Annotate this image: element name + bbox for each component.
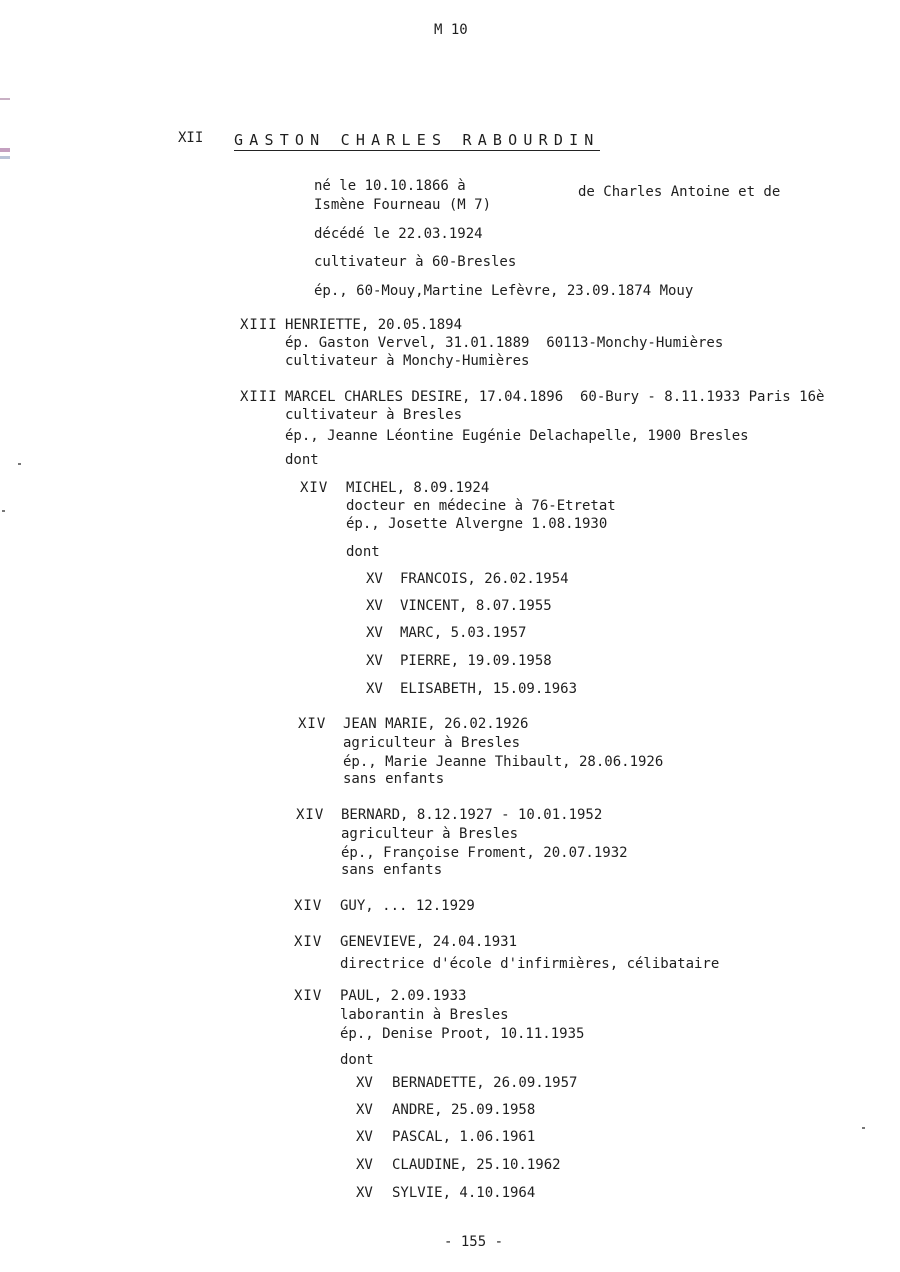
generation-label: XV (366, 571, 383, 587)
generation-label: XV (366, 681, 383, 697)
generation-label: XIV (294, 988, 323, 1004)
great-grandchild-name: PIERRE, 19.09.1958 (400, 653, 552, 669)
scan-mark (0, 148, 10, 152)
generation-label: XV (366, 653, 383, 669)
spouse-line: ép., 60-Mouy,Martine Lefèvre, 23.09.1874 Mouy (314, 283, 694, 299)
grandchild-name: MICHEL, 8.09.1924 (346, 480, 490, 496)
child-detail: ép., Jeanne Léontine Eugénie Delachapelle, 1900 Bresles (285, 428, 749, 444)
generation-label: XIII (240, 389, 278, 405)
grandchild-detail: directrice d'école d'infirmières, célibataire (340, 956, 720, 972)
grandchild-detail: sans enfants (341, 862, 443, 878)
grandchild-name: JEAN MARIE, 26.02.1926 (343, 716, 529, 732)
generation-label: XIV (294, 898, 323, 914)
great-grandchild-name: ANDRE, 25.09.1958 (392, 1102, 536, 1118)
child-detail: cultivateur à Monchy-Humières (285, 353, 530, 369)
birth-line: né le 10.10.1866 à (314, 178, 466, 194)
scan-dot (18, 463, 21, 465)
grandchild-name: PAUL, 2.09.1933 (340, 988, 467, 1004)
generation-label: XIV (298, 716, 327, 732)
scan-mark (0, 156, 10, 159)
dont-label: dont (346, 544, 380, 560)
generation-label: XV (356, 1157, 373, 1173)
grandchild-detail: docteur en médecine à 76-Etretat (346, 498, 616, 514)
generation-label: XV (356, 1102, 373, 1118)
generation-label: XV (356, 1185, 373, 1201)
grandchild-name: GENEVIEVE, 24.04.1931 (340, 934, 518, 950)
grandchild-name: GUY, ... 12.1929 (340, 898, 475, 914)
generation-label: XV (366, 598, 383, 614)
child-name: HENRIETTE, 20.05.1894 (285, 317, 463, 333)
dont-label: dont (340, 1052, 374, 1068)
great-grandchild-name: PASCAL, 1.06.1961 (392, 1129, 536, 1145)
child-detail: ép. Gaston Vervel, 31.01.1889 60113-Monchy-Humières (285, 335, 724, 351)
parents-line: de Charles Antoine et de (578, 184, 781, 200)
great-grandchild-name: BERNADETTE, 26.09.1957 (392, 1075, 578, 1091)
grandchild-detail: ép., Denise Proot, 10.11.1935 (340, 1026, 585, 1042)
generation-label: XV (356, 1129, 373, 1145)
child-name: MARCEL CHARLES DESIRE, 17.04.1896 60-Bury - 8.11.1933 Paris 16è (285, 389, 825, 405)
generation-label: XIV (294, 934, 323, 950)
death-line: décédé le 22.03.1924 (314, 226, 483, 242)
great-grandchild-name: CLAUDINE, 25.10.1962 (392, 1157, 561, 1173)
generation-label: XIII (240, 317, 278, 333)
grandchild-detail: ép., Josette Alvergne 1.08.1930 (346, 516, 608, 532)
generation-label: XII (178, 130, 204, 146)
scan-dot (2, 510, 5, 512)
generation-label: XV (356, 1075, 373, 1091)
great-grandchild-name: ELISABETH, 15.09.1963 (400, 681, 578, 697)
generation-label: XIV (296, 807, 325, 823)
grandchild-detail: ép., Marie Jeanne Thibault, 28.06.1926 (343, 754, 664, 770)
page-reference: M 10 (434, 22, 468, 38)
generation-label: XIV (300, 480, 329, 496)
grandchild-detail: sans enfants (343, 771, 445, 787)
great-grandchild-name: VINCENT, 8.07.1955 (400, 598, 552, 614)
dont-label: dont (285, 452, 319, 468)
great-grandchild-name: SYLVIE, 4.10.1964 (392, 1185, 536, 1201)
child-detail: cultivateur à Bresles (285, 407, 463, 423)
generation-label: XV (366, 625, 383, 641)
grandchild-detail: laborantin à Bresles (340, 1007, 509, 1023)
parents-mother: Ismène Fourneau (M 7) (314, 197, 492, 213)
great-grandchild-name: MARC, 5.03.1957 (400, 625, 527, 641)
grandchild-detail: agriculteur à Bresles (343, 735, 521, 751)
grandchild-detail: agriculteur à Bresles (341, 826, 519, 842)
grandchild-detail: ép., Françoise Froment, 20.07.1932 (341, 845, 628, 861)
scan-mark (0, 98, 10, 100)
page-number: - 155 - (444, 1234, 504, 1250)
main-person-name: GASTON CHARLES RABOURDIN (234, 131, 600, 149)
grandchild-name: BERNARD, 8.12.1927 - 10.01.1952 (341, 807, 603, 823)
great-grandchild-name: FRANCOIS, 26.02.1954 (400, 571, 569, 587)
scan-dot (862, 1127, 865, 1129)
occupation-line: cultivateur à 60-Bresles (314, 254, 517, 270)
